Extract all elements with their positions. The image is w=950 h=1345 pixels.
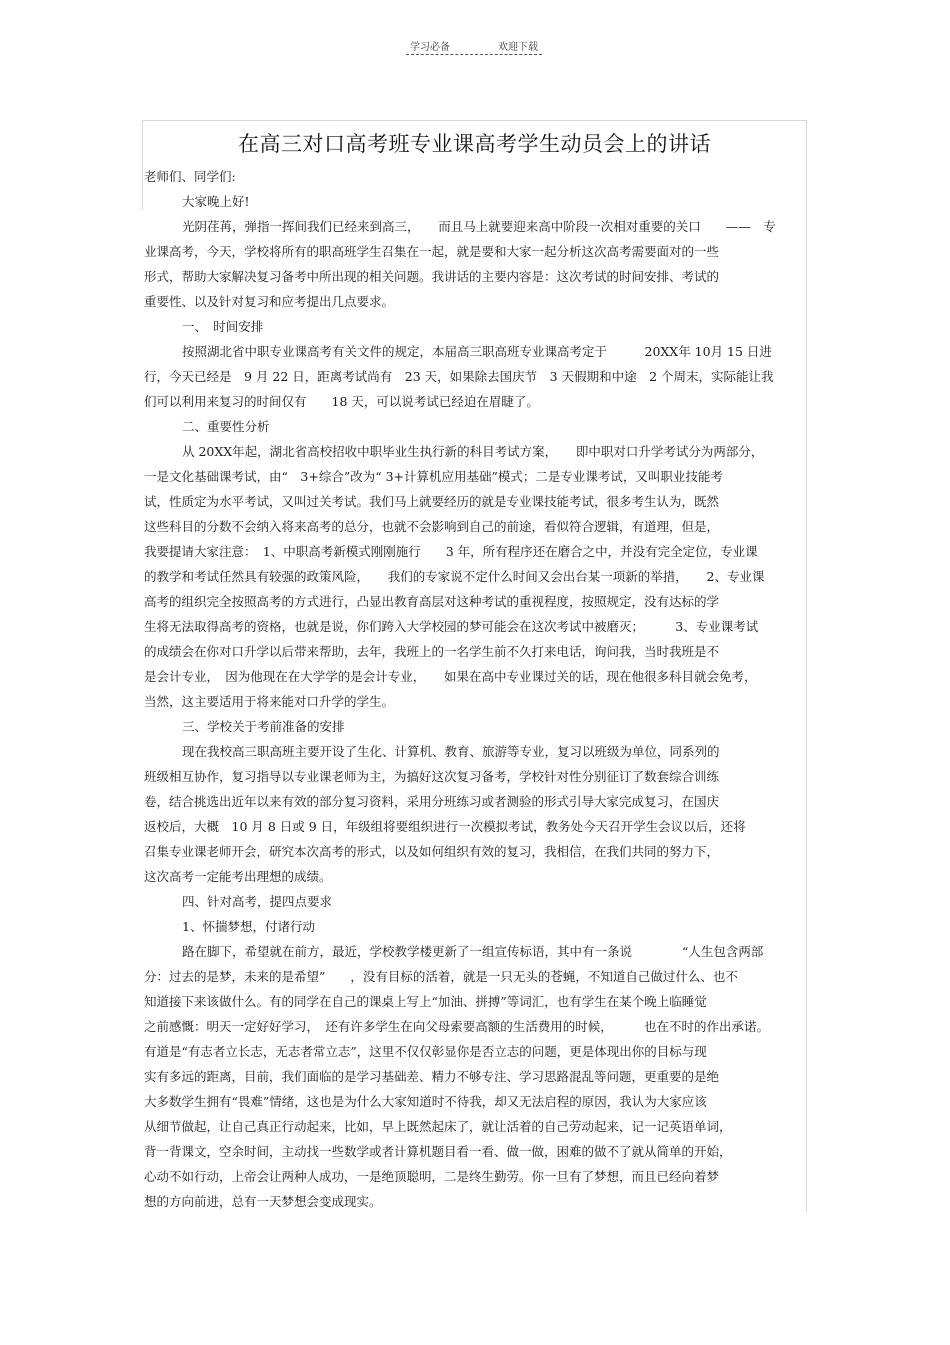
text-line: 这次高考一定能考出理想的成绩。 <box>144 869 332 884</box>
text-line: 我要提请大家注意： 1、中职高考新模式刚刚施行 3 年，所有程序还在磨合之中，并没有完全定位，专业课 <box>144 544 758 559</box>
text-line: 的成绩会在你对口升学以后带来帮助，去年，我班上的一名学生前不久打来电话，询问我，当时我班是不 <box>144 644 720 659</box>
text-line: 之前感慨：明天一定好好学习， 还有许多学生在向父母索要高额的生活费用的时候， 也在不时的作出承诺。 <box>144 1019 770 1034</box>
text-line: 行，今天已经是 9 月 22 日，距离考试尚有 23 天，如果除去国庆节 3 天假期和中途 2 个周末，实际能让我 <box>144 369 774 384</box>
text-line: 卷，结合挑选出近年以来有效的部分复习资料，采用分班练习或者测验的形式引导大家完成复习，在国庆 <box>144 794 720 809</box>
text-line: 们可以利用来复习的时间仅有 18 天，可以说考试已经迫在眉睫了。 <box>144 394 539 409</box>
header-right-text: 欢迎下载 <box>498 42 538 53</box>
text-line: 四、针对高考，提四点要求 <box>182 894 333 909</box>
text-line: 背一背课文，空余时间，主动找一些数学或者计算机题目看一看、做一做，困难的做不了就从简单的开始， <box>144 1144 732 1159</box>
text-line: 现在我校高三职高班主要开设了生化、计算机、教育、旅游等专业，复习以班级为单位，同系列的 <box>182 744 720 759</box>
frame-right-border <box>806 120 807 1212</box>
text-line: 心动不如行动，上帝会让两种人成功，一是绝顶聪明，二是终生勤劳。你一旦有了梦想，而且已经向着梦 <box>144 1169 720 1184</box>
text-line: 一是文化基础课考试，由“ 3+综合”改为“ 3+计算机应用基础”模式；二是专业课考试，又叫职业技能考 <box>144 469 723 484</box>
text-line: 三、学校关于考前准备的安排 <box>182 719 345 734</box>
header-dashed-rule <box>406 54 542 55</box>
text-line: 形式，帮助大家解决复习备考中所出现的相关问题。我讲话的主要内容是：这次考试的时间安排、考试的 <box>144 269 720 284</box>
text-line: 光阴荏苒，弹指一挥间我们已经来到高三， 而且马上就要迎来高中阶段一次相对重要的关口 —— 专 <box>182 219 776 234</box>
text-line: 召集专业课老师开会，研究本次高考的形式，以及如何组织有效的复习，我相信，在我们共同的努力下， <box>144 844 720 859</box>
text-line: 知道接下来该做什么。有的同学在自己的课桌上写上“加油、拼搏”等词汇，也有学生在某个晚上临睡觉 <box>144 994 707 1009</box>
text-line: 班级相互协作，复习指导以专业课老师为主，为搞好这次复习备考，学校针对性分别征订了数套综合训练 <box>144 769 720 784</box>
text-line: 这些科目的分数不会纳入将来高考的总分，也就不会影响到自己的前途，看似符合逻辑，有道理，但是， <box>144 519 720 534</box>
text-line: 一、 时间安排 <box>182 319 264 334</box>
text-line: 按照湖北省中职专业课高考有关文件的规定，本届高三职高班专业课高考定于 20XX年 10月 15 日进 <box>182 344 772 359</box>
text-line: 从 20XX年起，湖北省高校招收中职毕业生执行新的科目考试方案， 即中职对口升学考试分为两部分， <box>182 444 764 459</box>
text-line: 分：过去的是梦，未来的是希望” ，没有目标的活着，就是一只无头的苍蝇，不知道自己做过什么、也不 <box>144 969 738 984</box>
document-body <box>144 164 806 1214</box>
text-line: 重要性、以及针对复习和应考提出几点要求。 <box>144 294 395 309</box>
text-line: 高考的组织完全按照高考的方式进行，凸显出教育高层对这种考试的重视程度，按照规定，没有达标的学 <box>144 594 720 609</box>
text-line: 业课高考，今天，学校将所有的职高班学生召集在一起，就是要和大家一起分析这次高考需要面对的一些 <box>144 244 720 259</box>
text-line: 路在脚下，希望就在前方，最近，学校教学楼更新了一组宣传标语，其中有一条说 “人生包含两部 <box>182 944 764 959</box>
text-line: 从细节做起，让自己真正行动起来，比如，早上既然起床了，就让活着的自己劳动起来，记一记英语单词， <box>144 1119 732 1134</box>
header-left-text: 学习必备 <box>410 42 450 53</box>
text-line: 大家晚上好! <box>182 194 250 209</box>
text-line: 1、怀揣梦想，付诸行动 <box>182 919 315 934</box>
text-line: 老师们、同学们: <box>144 169 236 184</box>
text-line: 二、重要性分析 <box>182 419 270 434</box>
text-line: 的教学和考试任然具有较强的政策风险， 我们的专家说不定什么时间又会出台某一项新的举措， 2、专业课 <box>144 569 765 584</box>
frame-top-border <box>142 120 807 121</box>
text-line: 是会计专业， 因为他现在在大学学的是会计专业， 如果在高中专业课过关的话，现在他很多科目就会免考， <box>144 669 757 684</box>
text-line: 实有多远的距离，目前，我们面临的是学习基础差、精力不够专注、学习思路混乱等问题，更重要的是绝 <box>144 1069 720 1084</box>
text-line: 有道是“有志者立长志，无志者常立志”，这里不仅仅彰显你是否立志的问题，更是体现出你的目标与现 <box>144 1044 707 1059</box>
text-line: 试，性质定为水平考试，又叫过关考试。我们马上就要经历的就是专业课技能考试，很多考生认为，既然 <box>144 494 720 509</box>
text-line: 当然，这主要适用于将来能对口升学的学生。 <box>144 694 395 709</box>
document-title: 在高三对口高考班专业课高考学生动员会上的讲话 <box>238 132 711 156</box>
text-line: 大多数学生拥有“畏难”情绪，这也是为什么大家知道时不待我，却又无法启程的原因，我认为大家应该 <box>144 1094 707 1109</box>
text-line: 返校后，大概 10 月 8 日或 9 日，年级组将要组织进行一次模拟考试，教务处今天召开学生会议以后，还将 <box>144 819 746 834</box>
text-line: 生将无法取得高考的资格，也就是说，你们跨入大学校园的梦可能会在这次考试中被磨灭； 3、专业课考试 <box>144 619 759 634</box>
text-line: 想的方向前进，总有一天梦想会变成现实。 <box>144 1194 382 1209</box>
